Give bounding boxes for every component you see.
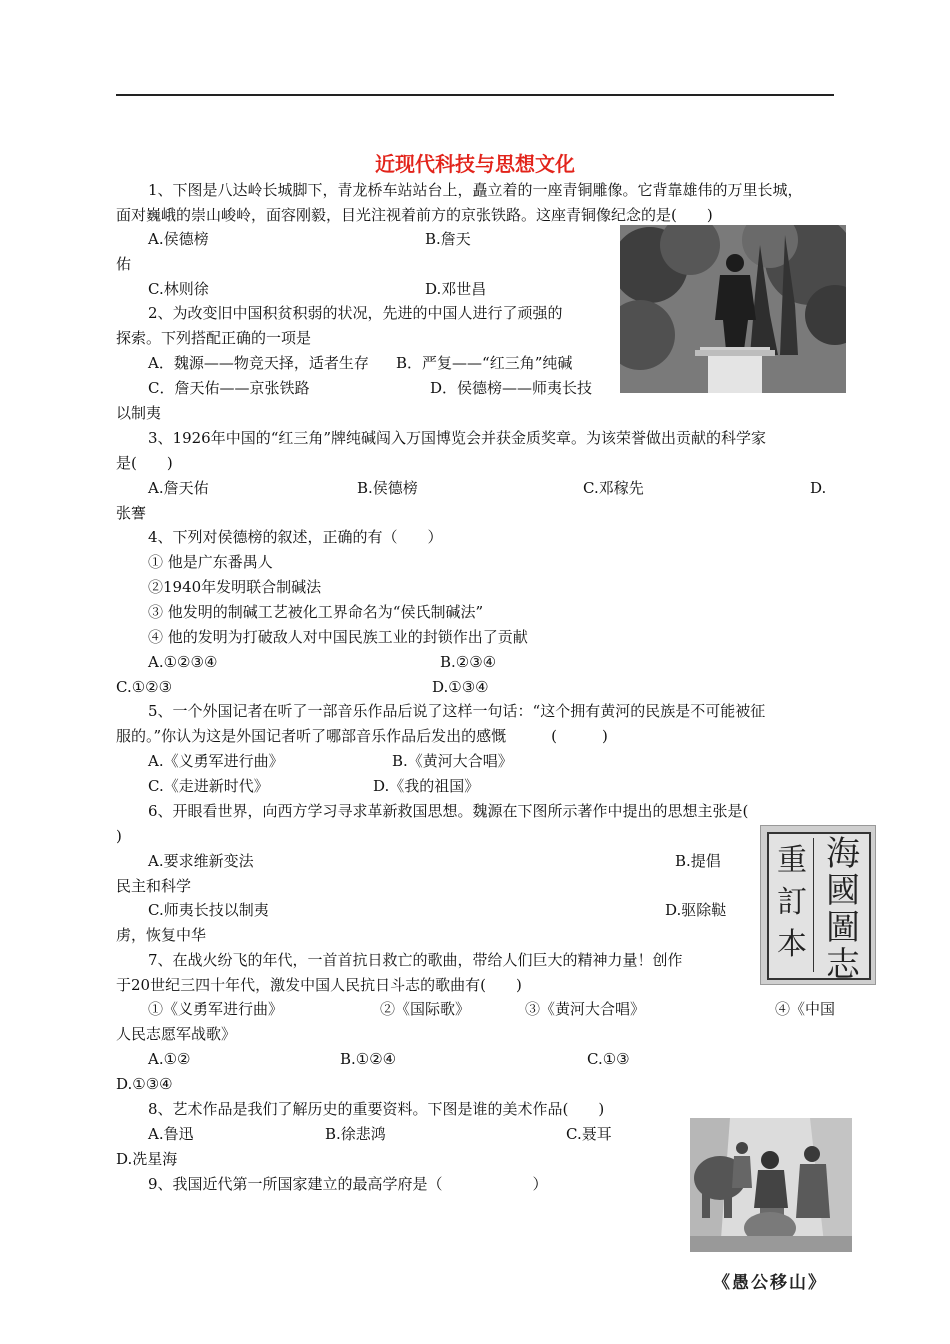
q3-stem-line1: 3、1926年中国的“红三角”牌纯碱闯入万国博览会并获金质奖章。为该荣誉做出贡献的科学家 [148, 429, 767, 447]
q3-option-c: C.邓稼先 [583, 479, 644, 497]
statue-photo-drawing [620, 225, 846, 393]
q5-option-b: B.《黄河大合唱》 [392, 752, 513, 770]
q5-option-a: A.《义勇军进行曲》 [148, 752, 284, 770]
q3-option-a: A.詹天佑 [148, 479, 209, 497]
q1-stem-line2: 面对巍峨的崇山峻岭，面容刚毅，目光注视着前方的京张铁路。这座青铜像纪念的是( ) [116, 206, 713, 224]
q6-option-c: C.师夷长技以制夷 [148, 901, 269, 919]
q6-option-b: B.提倡 [675, 852, 721, 870]
painting-caption: 《愚公移山》 [713, 1273, 827, 1293]
q7-stem-line1: 7、在战火纷飞的年代，一首首抗日救亡的歌曲，带给人们巨大的精神力量！创作 [148, 951, 683, 969]
q5-option-d: D.《我的祖国》 [373, 777, 480, 795]
book-cover-divider [813, 838, 814, 972]
q7-song-1: ①《义勇军进行曲》 [148, 1000, 284, 1018]
q3-stem-line2: 是( ) [116, 454, 173, 472]
q2-option-b: B．严复——“红三角”纯碱 [396, 354, 573, 372]
q5-stem-line1: 5、一个外国记者在听了一部音乐作品后说了这样一句话：“这个拥有黄河的民族是不可能被征 [148, 702, 766, 720]
header-rule [116, 94, 834, 96]
painting-image [690, 1118, 852, 1252]
q7-option-a: A.①② [148, 1050, 191, 1068]
q8-option-d: D.冼星海 [116, 1150, 178, 1168]
q2-option-d: D．侯德榜——师夷长技 [430, 379, 593, 397]
q3-option-d: D. [810, 479, 827, 497]
book-cover-image [760, 825, 876, 985]
book-cover-subtitle: 重 訂 本 [777, 843, 807, 962]
q2-option-c: C．詹天佑——京张铁路 [148, 379, 310, 397]
q4-statement-3: ③ 他发明的制碱工艺被化工界命名为“侯氏制碱法” [148, 603, 484, 621]
q1-option-c: C.林则徐 [148, 280, 209, 298]
q4-statement-2: ②1940年发明联合制碱法 [148, 578, 322, 596]
q7-song-2: ②《国际歌》 [380, 1000, 471, 1018]
q3-option-d-continued: 张謇 [116, 504, 147, 522]
q7-song-3: ③《黄河大合唱》 [525, 1000, 646, 1018]
q5-stem-line2: 服的。”你认为这是外国记者听了哪部音乐作品后发出的感慨 ( ) [116, 727, 608, 745]
q6-option-d: D.驱除鞑 [665, 901, 727, 919]
q7-song-4-continued: 人民志愿军战歌》 [116, 1025, 237, 1043]
q1-option-b-continued: 佑 [116, 255, 132, 273]
q2-option-a: A．魏源——物竞天择，适者生存 [148, 354, 369, 372]
q1-stem-line1: 1、下图是八达岭长城脚下，青龙桥车站站台上，矗立着的一座青铜雕像。它背靠雄伟的万里长城， [148, 181, 803, 199]
q8-option-b: B.徐悲鸿 [325, 1125, 386, 1143]
painting-drawing [690, 1118, 852, 1252]
q3-option-b: B.侯德榜 [357, 479, 418, 497]
q1-option-b: B.詹天 [425, 230, 471, 248]
q4-statement-1: ① 他是广东番禺人 [148, 553, 273, 571]
q1-option-d: D.邓世昌 [425, 280, 487, 298]
q7-option-d: D.①③④ [116, 1075, 173, 1093]
book-cover-title: 海 國 圖 志 [826, 834, 860, 985]
q4-option-b: B.②③④ [440, 653, 497, 671]
q6-stem-line1: 6、开眼看世界，向西方学习寻求革新救国思想。魏源在下图所示著作中提出的思想主张是( [148, 802, 749, 820]
q8-option-c: C.聂耳 [566, 1125, 612, 1143]
q7-option-c: C.①③ [587, 1050, 630, 1068]
q8-option-a: A.鲁迅 [148, 1125, 194, 1143]
q1-option-a: A.侯德榜 [148, 230, 209, 248]
q7-song-4: ④《中国 [775, 1000, 836, 1018]
q2-stem-line2: 探索。下列搭配正确的一项是 [116, 329, 312, 347]
q7-option-b: B.①②④ [340, 1050, 397, 1068]
q8-stem: 8、艺术作品是我们了解历史的重要资料。下图是谁的美术作品( ) [148, 1100, 605, 1118]
q9-stem: 9、我国近代第一所国家建立的最高学府是（ ） [148, 1175, 548, 1193]
statue-photo [620, 225, 846, 393]
page-title: 近现代科技与思想文化 [375, 152, 575, 176]
q5-option-c: C.《走进新时代》 [148, 777, 269, 795]
q2-option-d-continued: 以制夷 [116, 404, 162, 422]
q4-option-d: D.①③④ [432, 678, 489, 696]
q4-statement-4: ④ 他的发明为打破敌人对中国民族工业的封锁作出了贡献 [148, 628, 528, 646]
q4-option-c: C.①②③ [116, 678, 173, 696]
q7-stem-line2: 于20世纪三四十年代，激发中国人民抗日斗志的歌曲有( ) [116, 976, 522, 994]
q2-stem-line1: 2、为改变旧中国积贫积弱的状况，先进的中国人进行了顽强的 [148, 304, 563, 322]
q6-stem-line2: ) [116, 827, 122, 845]
q6-option-d-continued: 虏，恢复中华 [116, 926, 207, 944]
q4-stem: 4、下列对侯德榜的叙述，正确的有（ ） [148, 528, 443, 546]
q6-option-b-continued: 民主和科学 [116, 877, 192, 895]
q4-option-a: A.①②③④ [148, 653, 218, 671]
q6-option-a: A.要求维新变法 [148, 852, 254, 870]
